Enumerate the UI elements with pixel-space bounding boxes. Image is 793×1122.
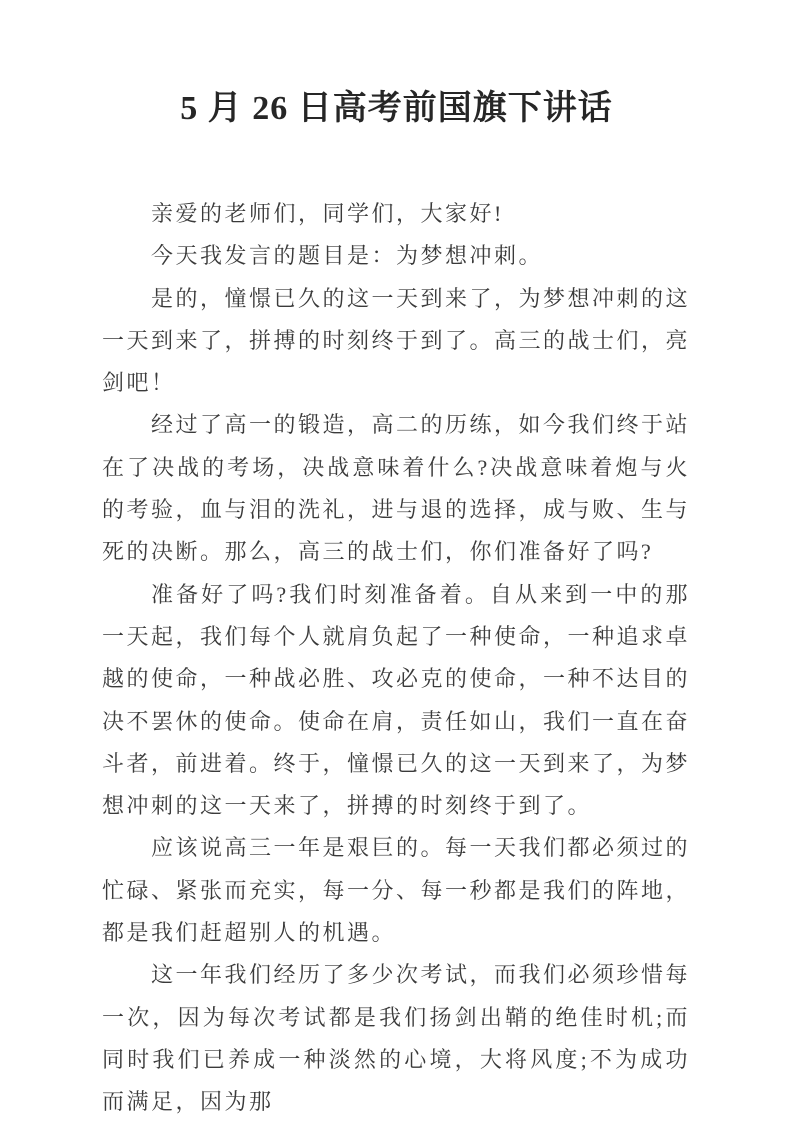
paragraph: 准备好了吗?我们时刻准备着。自从来到一中的那一天起，我们每个人就肩负起了一种使命，一种追求卓越的使命，一种战必胜、攻必克的使命，一种不达目的决不罢休的使命。使命在肩，责任如山，我们一直在奋斗者，前进着。终于，憧憬已久的这一天到来了，为梦想冲刺的这一天来了，拼搏的时刻终于到了。 [102,581,691,819]
document-body [102,193,690,1122]
paragraph: 应该说高三一年是艰巨的。每一天我们都必须过的忙碌、紧张而充实，每一分、每一秒都是我们的阵地，都是我们赶超别人的机遇。 [102,835,691,946]
paragraph-greeting: 亲爱的老师们，同学们，大家好! [151,201,504,226]
paragraph: 是的，憧憬已久的这一天到来了，为梦想冲刺的这一天到来了，拼搏的时刻终于到了。高三的战士们，亮剑吧！ [102,285,691,396]
paragraph: 这一年我们经历了多少次考试，而我们必须珍惜每一次，因为每次考试都是我们扬剑出鞘的绝佳时机;而同时我们已养成一种淡然的心境，大将风度;不为成功而满足，因为那 [102,962,691,1115]
paragraph: 经过了高一的锻造，高二的历练，如今我们终于站在了决战的考场，决战意味着什么?决战意味着炮与火的考验，血与泪的洗礼，进与退的选择，成与败、生与死的决断。那么，高三的战士们，你们准备好了吗? [102,412,691,565]
document-title: 5 月 26 日高考前国旗下讲话 [180,90,613,127]
paragraph-topic: 今天我发言的题目是：为梦想冲刺。 [151,243,544,269]
